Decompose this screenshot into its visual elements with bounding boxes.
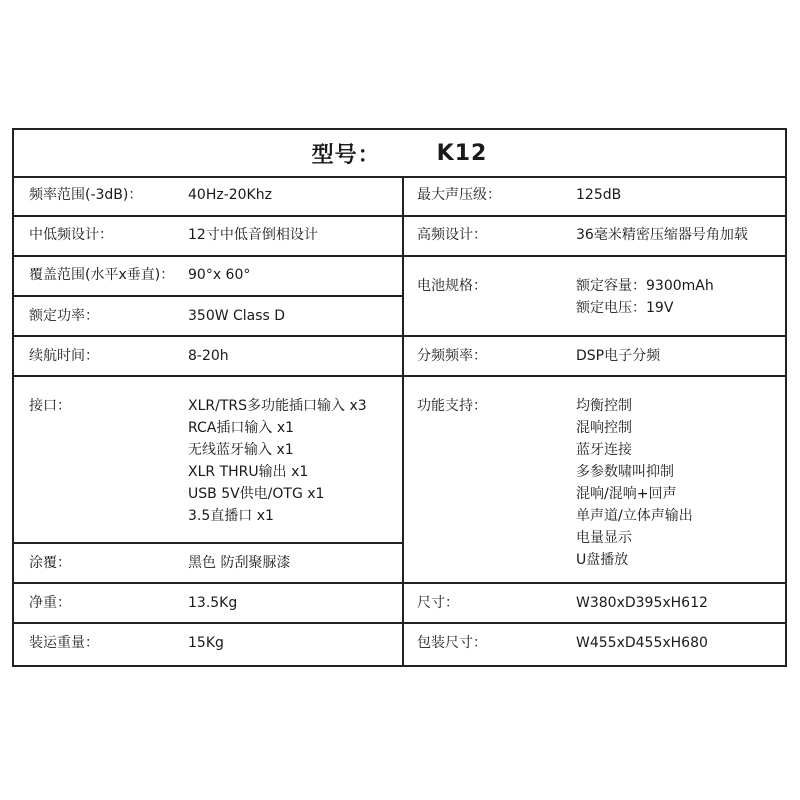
hf-value: 36毫米精密压缩器号角加载 [576, 227, 748, 243]
coating-label: 涂覆： [29, 555, 71, 571]
features-label: 功能支持： [417, 398, 487, 414]
features-item: 混响/混响+回声 [576, 486, 677, 502]
power-value: 350W Class D [188, 308, 286, 324]
row-divider [14, 542, 403, 544]
crossover-value: DSP电子分频 [576, 348, 661, 364]
net-weight-label: 净重： [29, 595, 71, 611]
size-value: W380xD395xH612 [576, 595, 708, 611]
features-item: 单声道/立体声输出 [576, 508, 693, 524]
ports-list [188, 395, 367, 527]
max-spl-label: 最大声压级： [417, 187, 501, 203]
freq-range-value: 40Hz-20Khz [188, 187, 272, 203]
ports-item: 3.5直播口 x1 [188, 508, 274, 524]
model-label: 型号： [311, 142, 381, 168]
runtime-value: 8-20h [188, 348, 229, 364]
size-label: 尺寸： [417, 595, 459, 611]
row-divider [14, 335, 785, 337]
battery-list [576, 275, 714, 319]
net-weight-value: 13.5Kg [188, 595, 238, 611]
features-list [576, 395, 693, 571]
freq-range-label: 频率范围(-3dB)： [29, 187, 143, 203]
row-divider [14, 375, 785, 377]
ports-item: XLR THRU输出 x1 [188, 464, 309, 480]
row-divider [14, 255, 785, 257]
pack-size-label: 包装尺寸： [417, 635, 487, 651]
pack-size-value: W455xD455xH680 [576, 635, 708, 651]
features-item: 电量显示 [576, 530, 632, 546]
features-item: 多参数啸叫抑制 [576, 464, 674, 480]
model-value: K12 [436, 140, 488, 166]
hf-label: 高频设计： [417, 227, 487, 243]
ship-weight-label: 装运重量： [29, 635, 99, 651]
coating-value: 黑色 防刮聚脲漆 [188, 555, 291, 571]
table-title [14, 130, 785, 178]
runtime-label: 续航时间： [29, 348, 99, 364]
power-label: 额定功率： [29, 308, 99, 324]
features-item: 混响控制 [576, 420, 632, 436]
column-divider [402, 176, 404, 665]
lowmid-value: 12寸中低音倒相设计 [188, 227, 318, 243]
ports-item: 无线蓝牙输入 x1 [188, 442, 294, 458]
max-spl-value: 125dB [576, 187, 622, 203]
ports-item: RCA插口输入 x1 [188, 420, 295, 436]
battery-item: 额定容量：9300mAh [576, 278, 714, 294]
crossover-label: 分频频率： [417, 348, 487, 364]
row-divider [14, 215, 785, 217]
features-item: 均衡控制 [576, 398, 632, 414]
spec-table [12, 128, 787, 667]
features-item: 蓝牙连接 [576, 442, 632, 458]
ship-weight-value: 15Kg [188, 635, 224, 651]
lowmid-label: 中低频设计： [29, 227, 113, 243]
ports-item: XLR/TRS多功能插口输入 x3 [188, 398, 367, 414]
row-divider [14, 622, 785, 624]
coverage-value: 90°x 60° [188, 267, 251, 283]
features-item: U盘播放 [576, 552, 629, 568]
ports-item: USB 5V供电/OTG x1 [188, 486, 325, 502]
ports-label: 接口： [29, 398, 71, 414]
battery-label: 电池规格： [417, 278, 487, 294]
battery-item: 额定电压：19V [576, 300, 674, 316]
row-divider [14, 295, 403, 297]
row-divider [14, 582, 785, 584]
coverage-label: 覆盖范围(水平x垂直)： [29, 267, 175, 283]
